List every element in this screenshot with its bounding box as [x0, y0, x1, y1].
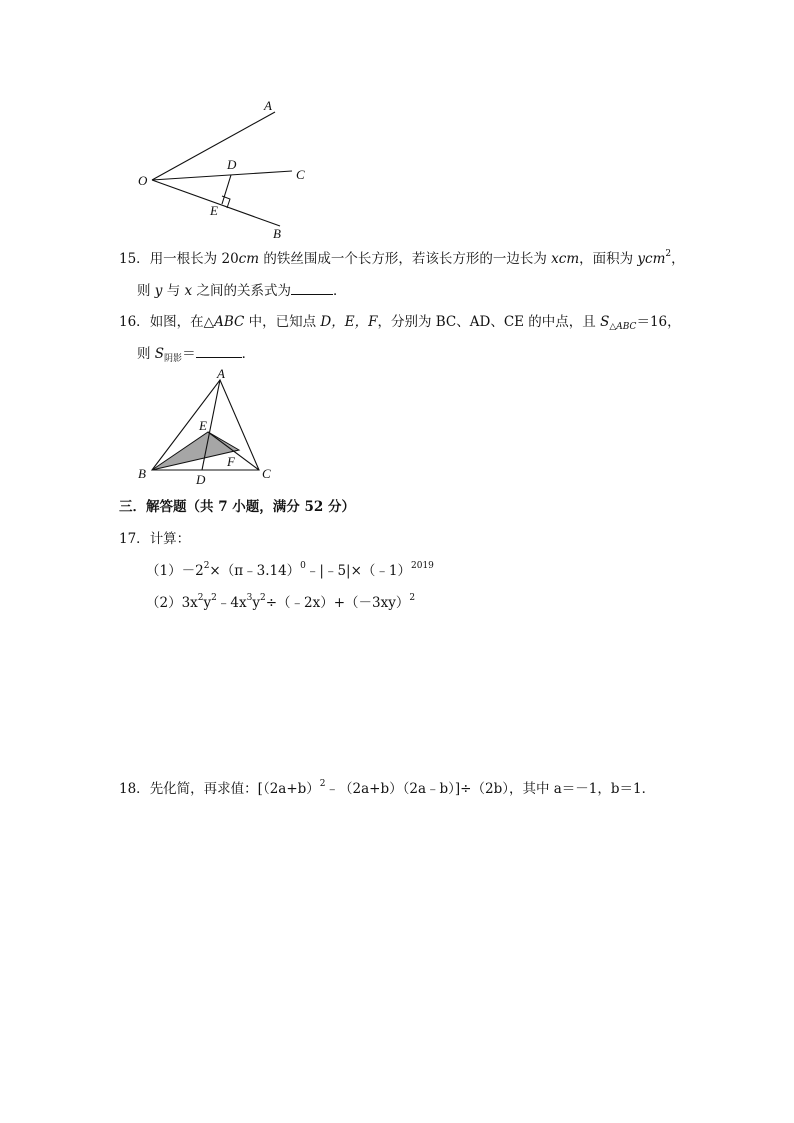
q15-exp: 2: [665, 249, 672, 259]
shaded-region: [152, 432, 239, 470]
q17-p1-exp: 2019: [411, 561, 434, 571]
q15-side: xcm: [551, 251, 580, 267]
label-f: F: [227, 454, 235, 469]
ray-oc: [152, 171, 292, 180]
q16-s-sub: △ABC: [609, 322, 637, 332]
q17-p1-exp: 0: [300, 561, 306, 571]
q15-text: 用一根长为: [149, 251, 222, 267]
q17-p2-exp: 2: [259, 593, 266, 603]
q15-y: y: [154, 283, 163, 299]
q17-p2-exp: 2: [409, 593, 416, 603]
q16-s: S: [600, 314, 610, 330]
q17-p2: y: [203, 595, 212, 611]
q17-p2-exp: 2: [211, 593, 217, 603]
question-number: 17．: [119, 531, 150, 547]
q17-p2: ﹣4x: [216, 595, 247, 611]
q16-s2: S: [154, 346, 165, 362]
ray-oa: [152, 112, 275, 180]
q18-text: ﹣（2a+b）（2a﹣b）]÷（2b），其中 a＝－1，b＝1．: [325, 781, 656, 797]
q15-text: 的铁丝围成一个长方形，若该长方形的一边长为: [259, 251, 552, 267]
q17-title: 计算：: [149, 531, 191, 547]
triangle-figure: [132, 368, 282, 488]
question-17-title: [119, 530, 190, 548]
label-c: C: [262, 466, 271, 481]
q15-text: ，面积为: [579, 251, 638, 267]
question-18: [119, 780, 655, 798]
label-c: C: [296, 167, 305, 182]
answer-blank[interactable]: [196, 345, 242, 358]
q16-text: 中，已知点: [244, 314, 321, 330]
answer-blank[interactable]: [291, 282, 333, 295]
label-o: O: [138, 173, 148, 188]
q17-p1: （1）－2: [146, 563, 204, 579]
q16-text: ，分别为 BC、AD、CE 的中点，且: [377, 314, 601, 330]
question-15-line1: [119, 250, 685, 268]
q16-text: 则: [137, 346, 155, 362]
label-d: D: [196, 472, 206, 487]
q16-abc: ABC: [214, 314, 245, 330]
question-17-part1: [146, 562, 434, 580]
q16-text: 如图，在△: [149, 314, 215, 330]
question-15-line2: [137, 282, 346, 300]
q18-text: 先化简，再求值：[（2a+b）: [149, 781, 320, 797]
q15-x: x: [184, 283, 193, 299]
question-16-line2: [137, 345, 255, 363]
q15-text: ，: [671, 251, 685, 267]
label-e: E: [210, 203, 218, 218]
q17-p2: ÷（﹣2x）+（－3xy）: [265, 595, 410, 611]
q15-end: ．: [332, 283, 347, 299]
q16-s2-sub: 阴影: [164, 354, 183, 364]
q16-points: D，E，F: [320, 314, 378, 330]
q16-text: ＝16，: [636, 314, 681, 330]
question-number: 18．: [119, 781, 150, 797]
label-a: A: [264, 98, 272, 113]
q15-text: 之间的关系式为: [192, 283, 291, 299]
question-16-line1: [119, 313, 681, 331]
question-17-part2: [146, 594, 415, 612]
q16-end: ．: [241, 346, 256, 362]
question-number: 15．: [119, 251, 150, 267]
q17-p2: y: [252, 595, 260, 611]
question-number: 16．: [119, 314, 150, 330]
q15-area: ycm: [637, 251, 666, 267]
q17-p2: （2）3x: [146, 595, 198, 611]
q15-unit: cm: [238, 251, 260, 267]
label-a: A: [217, 368, 225, 381]
q15-text: 与: [162, 283, 185, 299]
label-b: B: [273, 226, 281, 241]
q18-exp: 2: [319, 779, 326, 789]
q16-text: ＝: [182, 346, 196, 362]
q15-len: 20: [221, 251, 239, 267]
label-d: D: [227, 157, 237, 172]
angle-figure: [130, 95, 320, 243]
label-e: E: [199, 418, 207, 433]
q17-p2-exp: 2: [197, 593, 204, 603]
q17-p1: ×（π﹣3.14）: [209, 563, 301, 579]
label-b: B: [138, 466, 146, 481]
q17-p2-exp: 3: [246, 593, 253, 603]
section-title: 三．解答题（共 7 小题，满分 52 分）: [119, 499, 355, 515]
q17-p1-exp: 2: [203, 561, 210, 571]
q17-p1: ﹣|﹣5|×（﹣1）: [305, 563, 411, 579]
q15-text: 则: [137, 283, 155, 299]
